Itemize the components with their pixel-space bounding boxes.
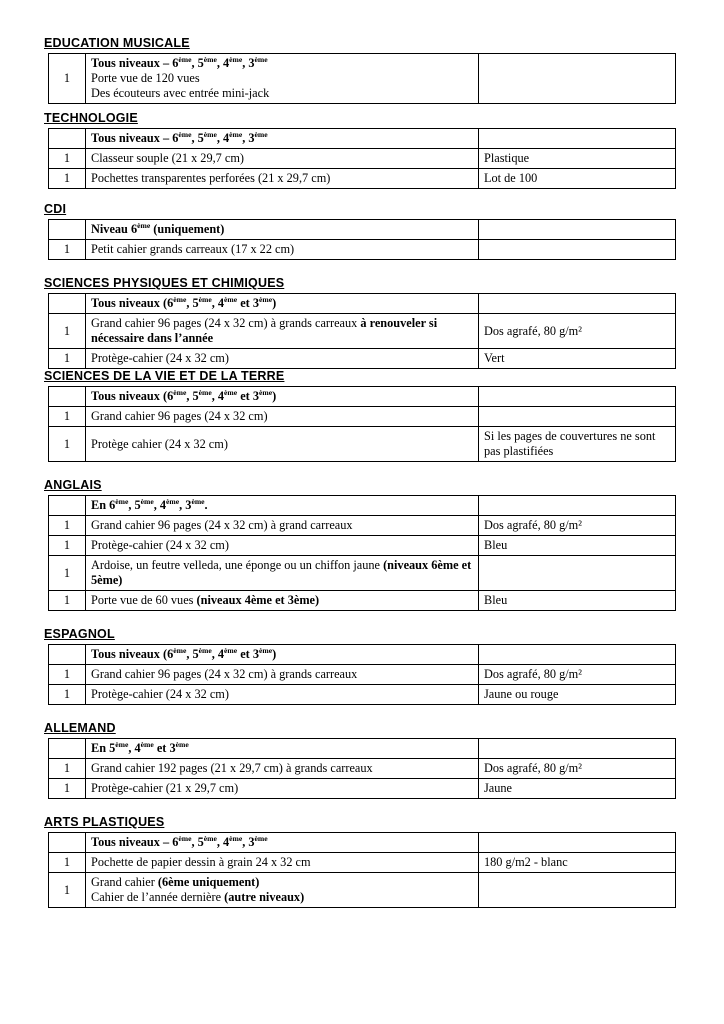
table-header-row	[49, 739, 676, 759]
supply-table	[48, 293, 676, 369]
description-cell: Protège-cahier (24 x 32 cm)	[86, 685, 479, 705]
note-cell: Vert	[479, 349, 676, 369]
table-header-row	[49, 129, 676, 149]
note-cell	[479, 54, 676, 104]
quantity-cell: 1	[49, 407, 86, 427]
quantity-cell: 1	[49, 779, 86, 799]
note-cell	[479, 387, 676, 407]
table-header-row	[49, 496, 676, 516]
description-cell: Grand cahier 96 pages (24 x 32 cm) à grands carreaux à renouveler si nécessaire dans l’année	[86, 314, 479, 349]
quantity-cell	[49, 833, 86, 853]
supply-table	[48, 495, 676, 611]
quantity-cell: 1	[49, 873, 86, 908]
supply-table	[48, 832, 676, 908]
table-row	[49, 665, 676, 685]
description-cell: Protège cahier (24 x 32 cm)	[86, 427, 479, 462]
section-sciences-physiques	[44, 276, 680, 369]
table-header-row	[49, 833, 676, 853]
section-title: EDUCATION MUSICALE	[44, 36, 190, 50]
note-cell: Bleu	[479, 536, 676, 556]
quantity-cell: 1	[49, 349, 86, 369]
section-title: ARTS PLASTIQUES	[44, 815, 165, 829]
quantity-cell: 1	[49, 759, 86, 779]
table-row	[49, 873, 676, 908]
quantity-cell: 1	[49, 427, 86, 462]
note-cell: Jaune	[479, 779, 676, 799]
description-cell: Grand cahier 96 pages (24 x 32 cm) à grands carreaux	[86, 665, 479, 685]
description-cell: Tous niveaux (6ème, 5ème, 4ème et 3ème)	[86, 645, 479, 665]
note-cell: Bleu	[479, 591, 676, 611]
table-row	[49, 314, 676, 349]
table-row	[49, 516, 676, 536]
supply-table	[48, 128, 676, 189]
description-cell: Grand cahier 96 pages (24 x 32 cm)	[86, 407, 479, 427]
quantity-cell	[49, 129, 86, 149]
description-cell: Grand cahier 96 pages (24 x 32 cm) à grand carreaux	[86, 516, 479, 536]
quantity-cell	[49, 645, 86, 665]
note-cell: Dos agrafé, 80 g/m²	[479, 665, 676, 685]
quantity-cell	[49, 294, 86, 314]
description-cell: Porte vue de 60 vues (niveaux 4ème et 3ème)	[86, 591, 479, 611]
quantity-cell: 1	[49, 314, 86, 349]
quantity-cell: 1	[49, 240, 86, 260]
quantity-cell	[49, 496, 86, 516]
note-cell	[479, 739, 676, 759]
description-cell: Tous niveaux (6ème, 5ème, 4ème et 3ème)	[86, 387, 479, 407]
note-cell: Si les pages de couvertures ne sont pas plastifiées	[479, 427, 676, 462]
section-title: ESPAGNOL	[44, 627, 115, 641]
section-education-musicale	[44, 36, 680, 104]
supply-table	[48, 644, 676, 705]
table-row	[49, 169, 676, 189]
quantity-cell: 1	[49, 556, 86, 591]
section-cdi	[44, 202, 680, 260]
section-arts-plastiques	[44, 815, 680, 908]
supply-table	[48, 738, 676, 799]
quantity-cell	[49, 220, 86, 240]
table-row	[49, 149, 676, 169]
quantity-cell: 1	[49, 685, 86, 705]
section-title: TECHNOLOGIE	[44, 111, 138, 125]
description-cell: Tous niveaux – 6ème, 5ème, 4ème, 3ème	[86, 129, 479, 149]
quantity-cell	[49, 739, 86, 759]
description-cell: Protège-cahier (24 x 32 cm)	[86, 536, 479, 556]
note-cell	[479, 556, 676, 591]
note-cell	[479, 873, 676, 908]
table-header-row	[49, 294, 676, 314]
quantity-cell: 1	[49, 149, 86, 169]
note-cell: Lot de 100	[479, 169, 676, 189]
table-header-row	[49, 387, 676, 407]
quantity-cell: 1	[49, 536, 86, 556]
section-title: ALLEMAND	[44, 721, 116, 735]
description-cell: Ardoise, un feutre velleda, une éponge ou un chiffon jaune (niveaux 6ème et 5ème)	[86, 556, 479, 591]
note-cell	[479, 407, 676, 427]
table-header-row	[49, 645, 676, 665]
supply-table	[48, 219, 676, 260]
description-cell: Pochettes transparentes perforées (21 x 29,7 cm)	[86, 169, 479, 189]
note-cell	[479, 833, 676, 853]
note-cell: Dos agrafé, 80 g/m²	[479, 314, 676, 349]
quantity-cell: 1	[49, 516, 86, 536]
section-technologie	[44, 111, 680, 189]
description-cell: Pochette de papier dessin à grain 24 x 32 cm	[86, 853, 479, 873]
description-cell: Niveau 6ème (uniquement)	[86, 220, 479, 240]
table-row	[49, 240, 676, 260]
description-cell: Grand cahier 192 pages (21 x 29,7 cm) à grands carreaux	[86, 759, 479, 779]
note-cell	[479, 496, 676, 516]
table-row	[49, 779, 676, 799]
table-row	[49, 556, 676, 591]
note-cell: 180 g/m2 - blanc	[479, 853, 676, 873]
table-row	[49, 349, 676, 369]
table-row	[49, 427, 676, 462]
note-cell	[479, 220, 676, 240]
table-row	[49, 54, 676, 104]
note-cell	[479, 240, 676, 260]
description-cell: En 5ème, 4ème et 3ème	[86, 739, 479, 759]
table-row	[49, 536, 676, 556]
supply-table	[48, 53, 676, 104]
description-cell: Classeur souple (21 x 29,7 cm)	[86, 149, 479, 169]
description-cell: En 6ème, 5ème, 4ème, 3ème.	[86, 496, 479, 516]
section-espagnol	[44, 627, 680, 705]
section-title: ANGLAIS	[44, 478, 102, 492]
description-cell: Protège-cahier (24 x 32 cm)	[86, 349, 479, 369]
note-cell: Jaune ou rouge	[479, 685, 676, 705]
quantity-cell: 1	[49, 665, 86, 685]
section-title: SCIENCES DE LA VIE ET DE LA TERRE	[44, 369, 285, 383]
supply-table	[48, 386, 676, 462]
section-title: CDI	[44, 202, 67, 216]
note-cell	[479, 129, 676, 149]
note-cell: Dos agrafé, 80 g/m²	[479, 516, 676, 536]
section-sciences-vie-terre	[44, 369, 680, 462]
quantity-cell: 1	[49, 169, 86, 189]
quantity-cell: 1	[49, 54, 86, 104]
quantity-cell: 1	[49, 853, 86, 873]
table-row	[49, 407, 676, 427]
section-anglais	[44, 478, 680, 611]
table-header-row	[49, 220, 676, 240]
note-cell	[479, 294, 676, 314]
description-cell: Protège-cahier (21 x 29,7 cm)	[86, 779, 479, 799]
section-title: SCIENCES PHYSIQUES ET CHIMIQUES	[44, 276, 285, 290]
quantity-cell: 1	[49, 591, 86, 611]
section-allemand	[44, 721, 680, 799]
description-cell: Tous niveaux – 6ème, 5ème, 4ème, 3ème	[86, 833, 479, 853]
quantity-cell	[49, 387, 86, 407]
table-row	[49, 591, 676, 611]
note-cell	[479, 645, 676, 665]
note-cell: Plastique	[479, 149, 676, 169]
table-row	[49, 685, 676, 705]
table-row	[49, 759, 676, 779]
description-cell: Grand cahier (6ème uniquement) Cahier de l’année dernière (autre niveaux)	[86, 873, 479, 908]
note-cell: Dos agrafé, 80 g/m²	[479, 759, 676, 779]
description-cell: Tous niveaux (6ème, 5ème, 4ème et 3ème)	[86, 294, 479, 314]
description-cell: Petit cahier grands carreaux (17 x 22 cm)	[86, 240, 479, 260]
table-row	[49, 853, 676, 873]
description-cell: Tous niveaux – 6ème, 5ème, 4ème, 3ème Porte vue de 120 vues Des écouteurs avec entrée mini-jack	[86, 54, 479, 104]
